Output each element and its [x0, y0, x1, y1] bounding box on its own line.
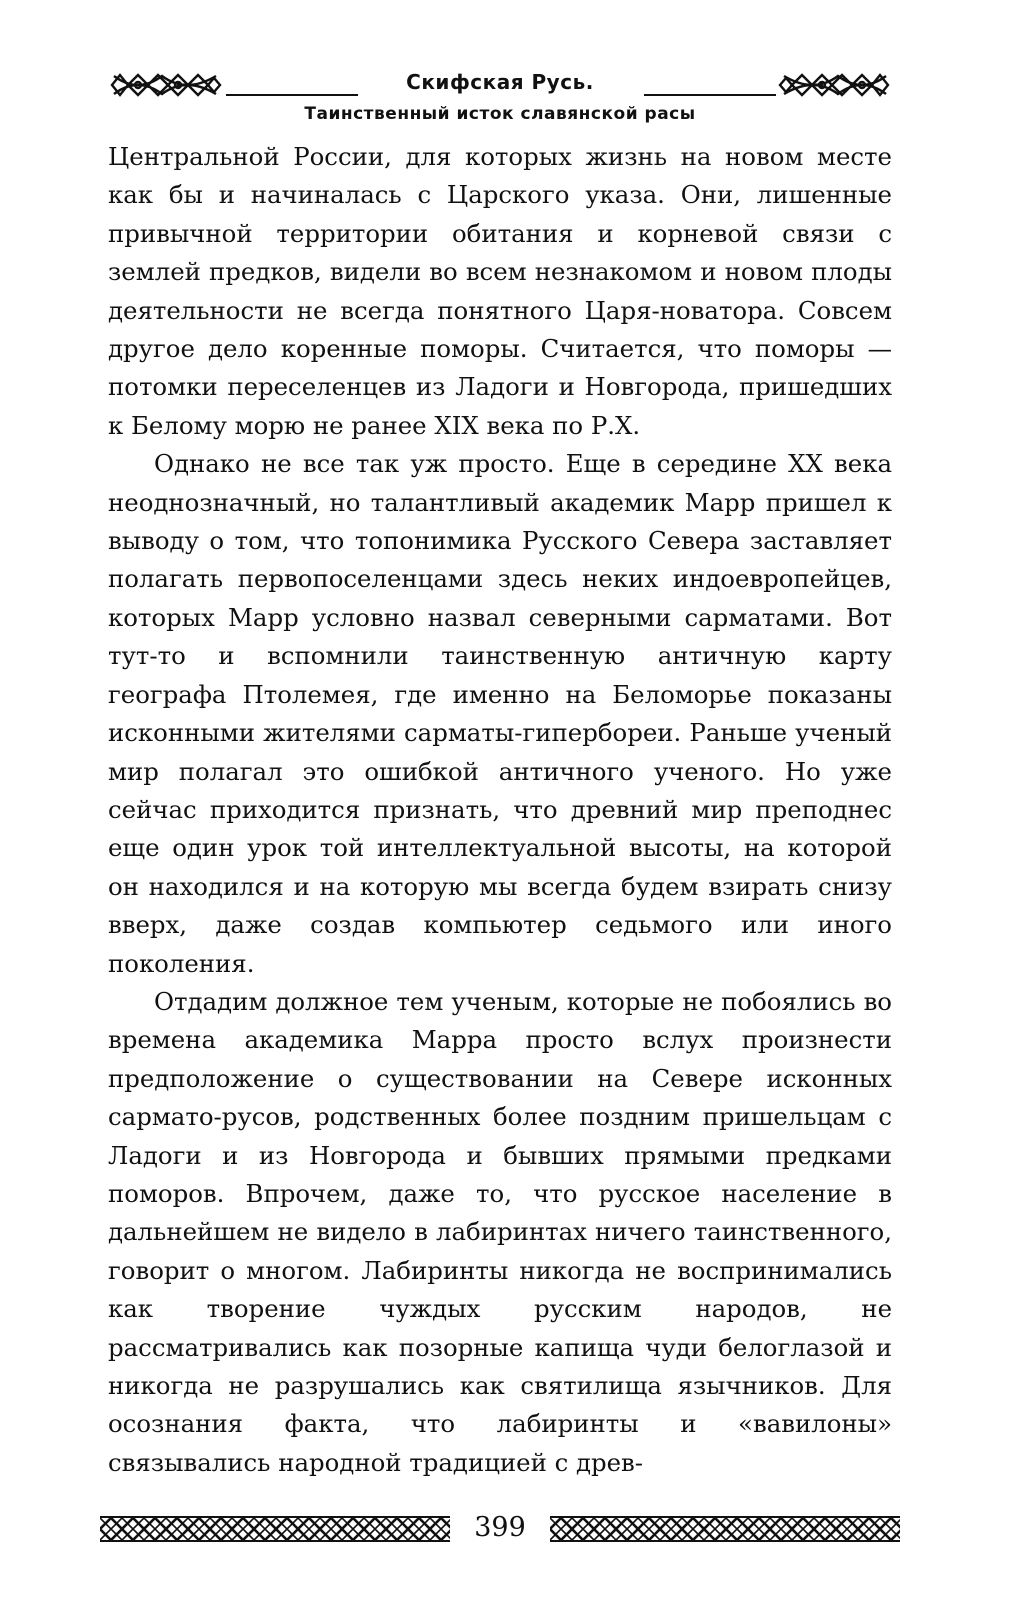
- paragraph: Однако не все так уж просто. Еще в середине XX века неоднозначный, но талантливый академик Марр пришел к выводу о том, что топонимика Русского Севера заставляет полагать первопоселенцами здесь неких индоевропейцев, которых Марр условно назвал северными сарматами. Вот тут-то и вспомнили таинственную античную карту географа Птолемея, где именно на Беломорье показаны исконными жителями сарматы-гипербореи. Раньше ученый мир полагал это ошибкой античного ученого. Но уже сейчас приходится признать, что древний мир преподнес еще один урок той интеллектуальной высоты, на которой он находился и на которую мы всегда будем взирать снизу вверх, даже создав компьютер седьмого или иного поколения.: [108, 449, 892, 978]
- paragraph: Центральной России, для которых жизнь на новом месте как бы и начиналась с Царского указа. Они, лишенные привычной территории обитания и корневой связи с землей предков, видели во всем незнакомом и новом плоды деятельности не всегда понятного Царя-новатора. Совсем другое дело коренные поморы. Считается, что поморы — потомки переселенцев из Ладоги и Новгорода, пришедших к Белому морю не ранее XIX века по Р.Х.: [108, 142, 892, 440]
- page-body: [108, 138, 892, 1482]
- running-header: [108, 62, 892, 132]
- running-header-row: [108, 64, 892, 104]
- knotwork-ornament-icon: [778, 70, 890, 100]
- paragraph: Отдадим должное тем ученым, которые не побоялись во времена академика Марра просто вслух произнести предположение о существовании на Севере исконных сармато-русов, родственных более поздним пришельцам с Ладоги и из Новгорода и бывших прямыми предками поморов. Впрочем, даже то, что русское население в дальнейшем не видело в лабиринтах ничего таинственного, говорит о многом. Лабиринты никогда не воспринимались как творение чуждых русским народов, не рассматривались как позорные капища чуди белоглазой и никогда не разрушались как святилища язычников. Для осознания факта, что лабиринты и «вавилоны» связывались народной традицией с древ-: [108, 986, 892, 1477]
- header-rule-left: [226, 94, 358, 96]
- header-rule-right: [644, 94, 776, 96]
- page-number: 399: [474, 1512, 526, 1543]
- header-title: Скифская Русь.: [406, 70, 594, 94]
- header-subtitle: Таинственный исток славянской расы: [304, 104, 696, 124]
- ornament-band-icon: [550, 1515, 900, 1543]
- ornament-band-icon: [100, 1515, 450, 1543]
- page-footer: [100, 1509, 900, 1549]
